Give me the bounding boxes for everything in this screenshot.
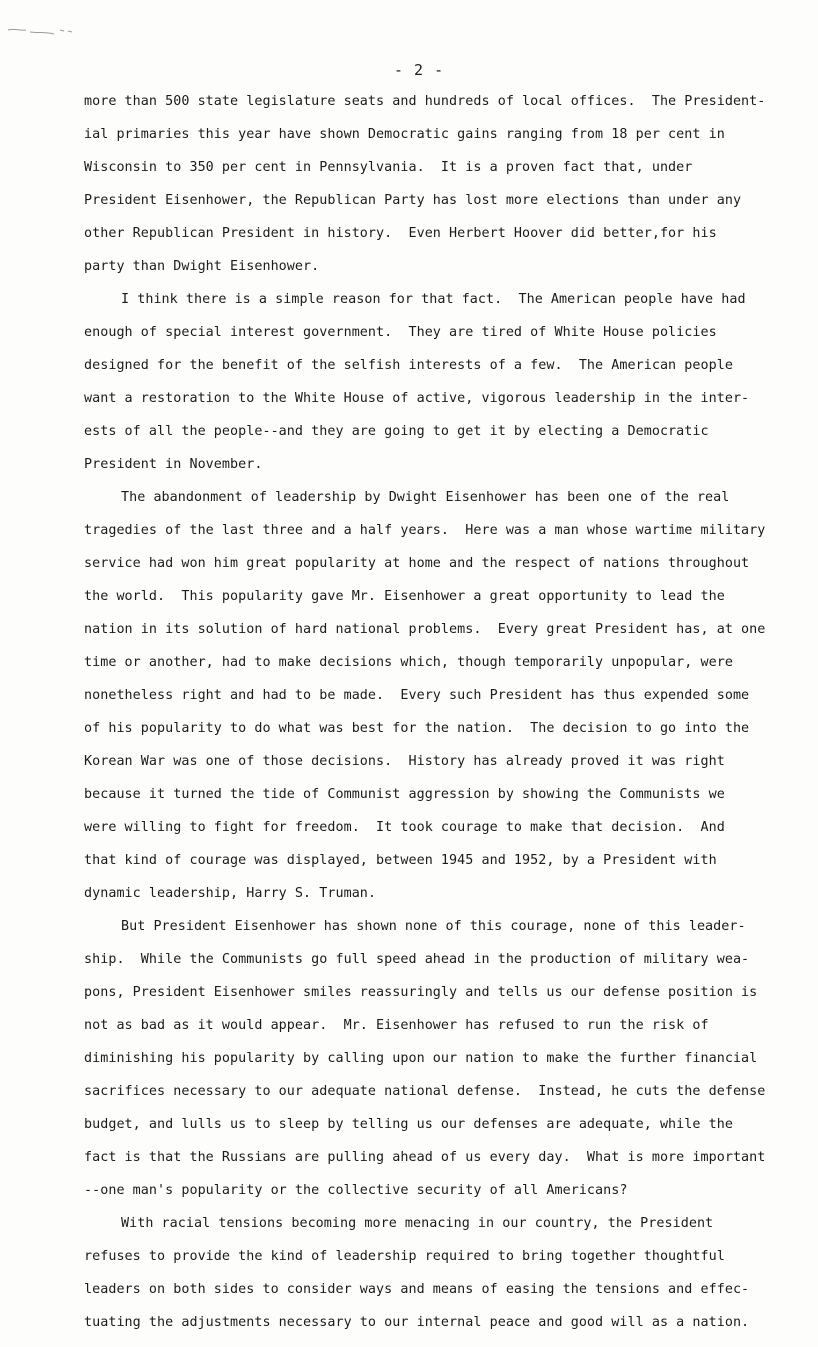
paragraph-4 bbox=[84, 910, 774, 1207]
text-line: Korean War was one of those decisions. History has already proved it was right bbox=[84, 754, 725, 769]
text-line: designed for the benefit of the selfish interests of a few. The American people bbox=[84, 358, 733, 373]
text-line: dynamic leadership, Harry S. Truman. bbox=[84, 886, 377, 901]
text-line: nonetheless right and had to be made. Every such President has thus expended some bbox=[84, 688, 750, 703]
text-line: refuses to provide the kind of leadership required to bring together thoughtful bbox=[84, 1249, 725, 1264]
text-line: I think there is a simple reason for that fact. The American people have had bbox=[121, 292, 746, 307]
text-line: pons, President Eisenhower smiles reassuringly and tells us our defense position is bbox=[84, 985, 758, 1000]
text-line: diminishing his popularity by calling upon our nation to make the further financial bbox=[84, 1051, 758, 1066]
text-line: other Republican President in history. Even Herbert Hoover did better,for his bbox=[84, 226, 717, 241]
paragraph-2 bbox=[84, 283, 774, 481]
text-line: ship. While the Communists go full speed ahead in the production of military wea- bbox=[84, 952, 750, 967]
text-line: more than 500 state legislature seats and hundreds of local offices. The President- bbox=[84, 94, 766, 109]
text-line: budget, and lulls us to sleep by telling us our defenses are adequate, while the bbox=[84, 1117, 733, 1132]
text-line: ests of all the people--and they are going to get it by electing a Democratic bbox=[84, 424, 709, 439]
text-line: With racial tensions becoming more menacing in our country, the President bbox=[121, 1216, 714, 1231]
text-line: fact is that the Russians are pulling ahead of us every day. What is more important bbox=[84, 1150, 766, 1165]
text-line: time or another, had to make decisions which, though temporarily unpopular, were bbox=[84, 655, 733, 670]
text-line: of his popularity to do what was best for the nation. The decision to go into the bbox=[84, 721, 750, 736]
paragraph-3 bbox=[84, 481, 774, 910]
text-line: party than Dwight Eisenhower. bbox=[84, 259, 320, 274]
text-line: that kind of courage was displayed, between 1945 and 1952, by a President with bbox=[84, 853, 717, 868]
text-line: enough of special interest government. They are tired of White House policies bbox=[84, 325, 717, 340]
text-line: ial primaries this year have shown Democratic gains ranging from 18 per cent in bbox=[84, 127, 725, 142]
text-line: tuating the adjustments necessary to our internal peace and good will as a nation. bbox=[84, 1315, 750, 1330]
paragraph-5 bbox=[84, 1207, 774, 1339]
text-line: service had won him great popularity at home and the respect of nations throughout bbox=[84, 556, 750, 571]
text-line: were willing to fight for freedom. It took courage to make that decision. And bbox=[84, 820, 725, 835]
text-line: --one man's popularity or the collective security of all Americans? bbox=[84, 1183, 628, 1198]
text-line: not as bad as it would appear. Mr. Eisenhower has refused to run the risk of bbox=[84, 1018, 709, 1033]
text-line: But President Eisenhower has shown none of this courage, none of this leader- bbox=[121, 919, 746, 934]
text-line: because it turned the tide of Communist aggression by showing the Communists we bbox=[84, 787, 725, 802]
text-line: nation in its solution of hard national problems. Every great President has, at one bbox=[84, 622, 766, 637]
text-line: The abandonment of leadership by Dwight Eisenhower has been one of the real bbox=[121, 490, 730, 505]
text-line: sacrifices necessary to our adequate national defense. Instead, he cuts the defense bbox=[84, 1084, 766, 1099]
corner-smudge-mark bbox=[6, 24, 74, 36]
page-number: - 2 - bbox=[394, 61, 445, 79]
text-line: leaders on both sides to consider ways and means of easing the tensions and effec- bbox=[84, 1282, 750, 1297]
text-line: President in November. bbox=[84, 457, 263, 472]
paragraph-1 bbox=[84, 85, 774, 283]
text-line: the world. This popularity gave Mr. Eisenhower a great opportunity to lead the bbox=[84, 589, 725, 604]
text-line: tragedies of the last three and a half years. Here was a man whose wartime military bbox=[84, 523, 766, 538]
text-line: Wisconsin to 350 per cent in Pennsylvania. It is a proven fact that, under bbox=[84, 160, 693, 175]
text-line: President Eisenhower, the Republican Party has lost more elections than under any bbox=[84, 193, 742, 208]
letter-body bbox=[84, 85, 774, 1339]
text-line: want a restoration to the White House of active, vigorous leadership in the inter- bbox=[84, 391, 750, 406]
